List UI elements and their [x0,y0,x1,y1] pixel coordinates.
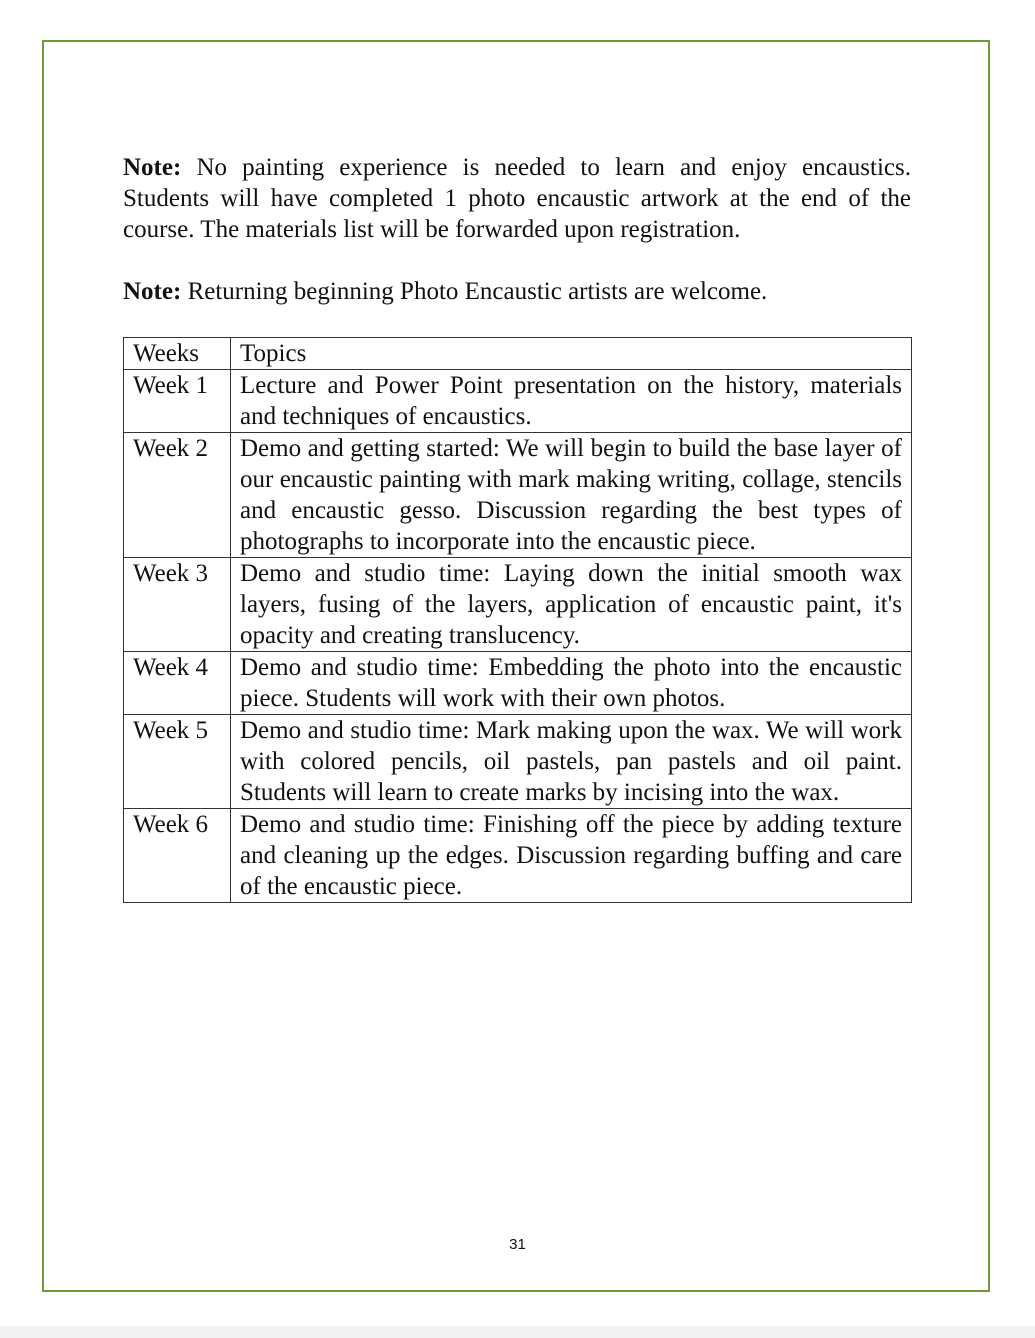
topic-cell: Demo and studio time: Embedding the photo into the encaustic piece. Students will work with their own photos. [231,652,912,715]
note-paragraph-2 [123,276,911,307]
topic-cell: Demo and getting started: We will begin to build the base layer of our encaustic painting with mark making writing, collage, stencils and encaustic gesso. Discussion regarding the best types of photographs to incorporate into the encaustic piece. [231,433,912,558]
page-number: 31 [509,1236,526,1253]
note-label: Note: [123,278,182,305]
table-row [124,652,912,715]
page-content [123,152,911,903]
week-cell: Week 6 [124,809,231,903]
week-cell: Week 2 [124,433,231,558]
schedule-table [123,337,912,903]
page-bottom-edge [0,1326,1035,1338]
table-row [124,370,912,433]
table-row [124,715,912,809]
table-row [124,433,912,558]
table-header-row [124,338,912,370]
note-paragraph-1 [123,152,911,245]
week-cell: Week 5 [124,715,231,809]
note-label: Note: [123,154,182,181]
week-cell: Week 3 [124,558,231,652]
column-header-topics: Topics [231,338,912,370]
note-text: Returning beginning Photo Encaustic artists are welcome. [181,278,768,305]
topic-cell: Lecture and Power Point presentation on the history, materials and techniques of encaustics. [231,370,912,433]
note-text: No painting experience is needed to learn and enjoy encaustics. Students will have completed 1 photo encaustic artwork at the end of the course. The materials list will be forwarded upon registration. [123,154,911,243]
week-cell: Week 4 [124,652,231,715]
table-row [124,809,912,903]
table-row [124,558,912,652]
topic-cell: Demo and studio time: Finishing off the piece by adding texture and cleaning up the edges. Discussion regarding buffing and care of the encaustic piece. [231,809,912,903]
topic-cell: Demo and studio time: Mark making upon the wax. We will work with colored pencils, oil pastels, pan pastels and oil paint. Students will learn to create marks by incising into the wax. [231,715,912,809]
topic-cell: Demo and studio time: Laying down the initial smooth wax layers, fusing of the layers, application of encaustic paint, it's opacity and creating translucency. [231,558,912,652]
week-cell: Week 1 [124,370,231,433]
column-header-weeks: Weeks [124,338,231,370]
